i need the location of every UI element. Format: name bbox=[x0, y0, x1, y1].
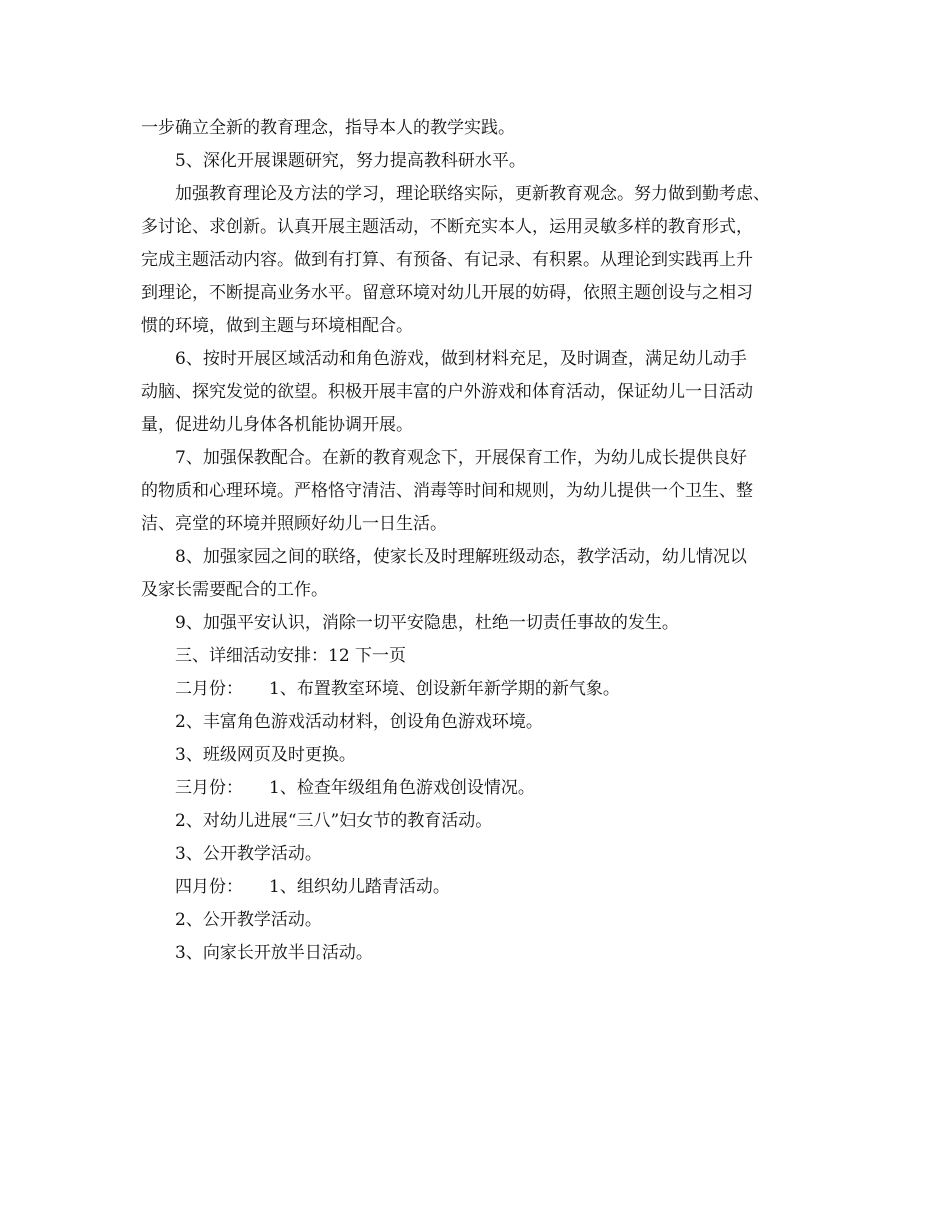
month-label: 二月份： bbox=[175, 679, 243, 699]
text-line: 3、公开教学活动。 bbox=[175, 844, 322, 864]
text-line: 加强教育理论及方法的学习，理论联络实际，更新教育观念。努力做到勤考虑、 bbox=[175, 184, 770, 204]
month-label: 三月份： bbox=[175, 778, 243, 798]
month-line bbox=[141, 772, 831, 805]
text-line: 到理论，不断提高业务水平。留意环境对幼儿开展的妨碍，依照主题创设与之相习 bbox=[141, 283, 753, 303]
text-line: 5、深化开展课题研究，努力提高教科研水平。 bbox=[175, 151, 526, 171]
text-line: 2、对幼儿进展“三八”妇女节的教育活动。 bbox=[175, 811, 493, 831]
month-line bbox=[141, 871, 831, 904]
document-body bbox=[141, 112, 831, 970]
month-item: 1、检查年级组角色游戏创设情况。 bbox=[269, 778, 535, 798]
text-line: 动脑、探究发觉的欲望。积极开展丰富的户外游戏和体育活动，保证幼儿一日活动 bbox=[141, 382, 753, 402]
text-line: 的物质和心理环境。严格恪守清洁、消毒等时间和规则，为幼儿提供一个卫生、整 bbox=[141, 481, 753, 501]
text-line: 及家长需要配合的工作。 bbox=[141, 580, 328, 600]
month-line bbox=[141, 673, 831, 706]
text-line: 洁、亮堂的环境并照顾好幼儿一日生活。 bbox=[141, 514, 447, 534]
month-item: 1、布置教室环境、创设新年新学期的新气象。 bbox=[269, 679, 620, 699]
text-line: 2、丰富角色游戏活动材料，创设角色游戏环境。 bbox=[175, 712, 543, 732]
text-line: 多讨论、求创新。认真开展主题活动，不断充实本人，运用灵敏多样的教育形式， bbox=[141, 217, 753, 237]
text-line: 7、加强保教配合。在新的教育观念下，开展保育工作，为幼儿成长提供良好 bbox=[175, 448, 747, 468]
text-line: 量，促进幼儿身体各机能协调开展。 bbox=[141, 415, 413, 435]
text-line: 9、加强平安认识，消除一切平安隐患，杜绝一切责任事故的发生。 bbox=[175, 613, 679, 633]
text-line: 6、按时开展区域活动和角色游戏，做到材料充足，及时调查，满足幼儿动手 bbox=[175, 349, 747, 369]
month-label: 四月份： bbox=[175, 877, 243, 897]
text-line: 一步确立全新的教育理念，指导本人的教学实践。 bbox=[141, 118, 515, 138]
section-heading: 三、详细活动安排：12 下一页 bbox=[175, 646, 407, 666]
text-line: 3、班级网页及时更换。 bbox=[175, 745, 356, 765]
text-line: 惯的环境，做到主题与环境相配合。 bbox=[141, 316, 413, 336]
text-line: 2、公开教学活动。 bbox=[175, 910, 322, 930]
text-line: 8、加强家园之间的联络，使家长及时理解班级动态，教学活动，幼儿情况以 bbox=[175, 547, 747, 567]
text-line: 完成主题活动内容。做到有打算、有预备、有记录、有积累。从理论到实践再上升 bbox=[141, 250, 753, 270]
text-line: 3、向家长开放半日活动。 bbox=[175, 943, 373, 963]
month-item: 1、组织幼儿踏青活动。 bbox=[269, 877, 450, 897]
